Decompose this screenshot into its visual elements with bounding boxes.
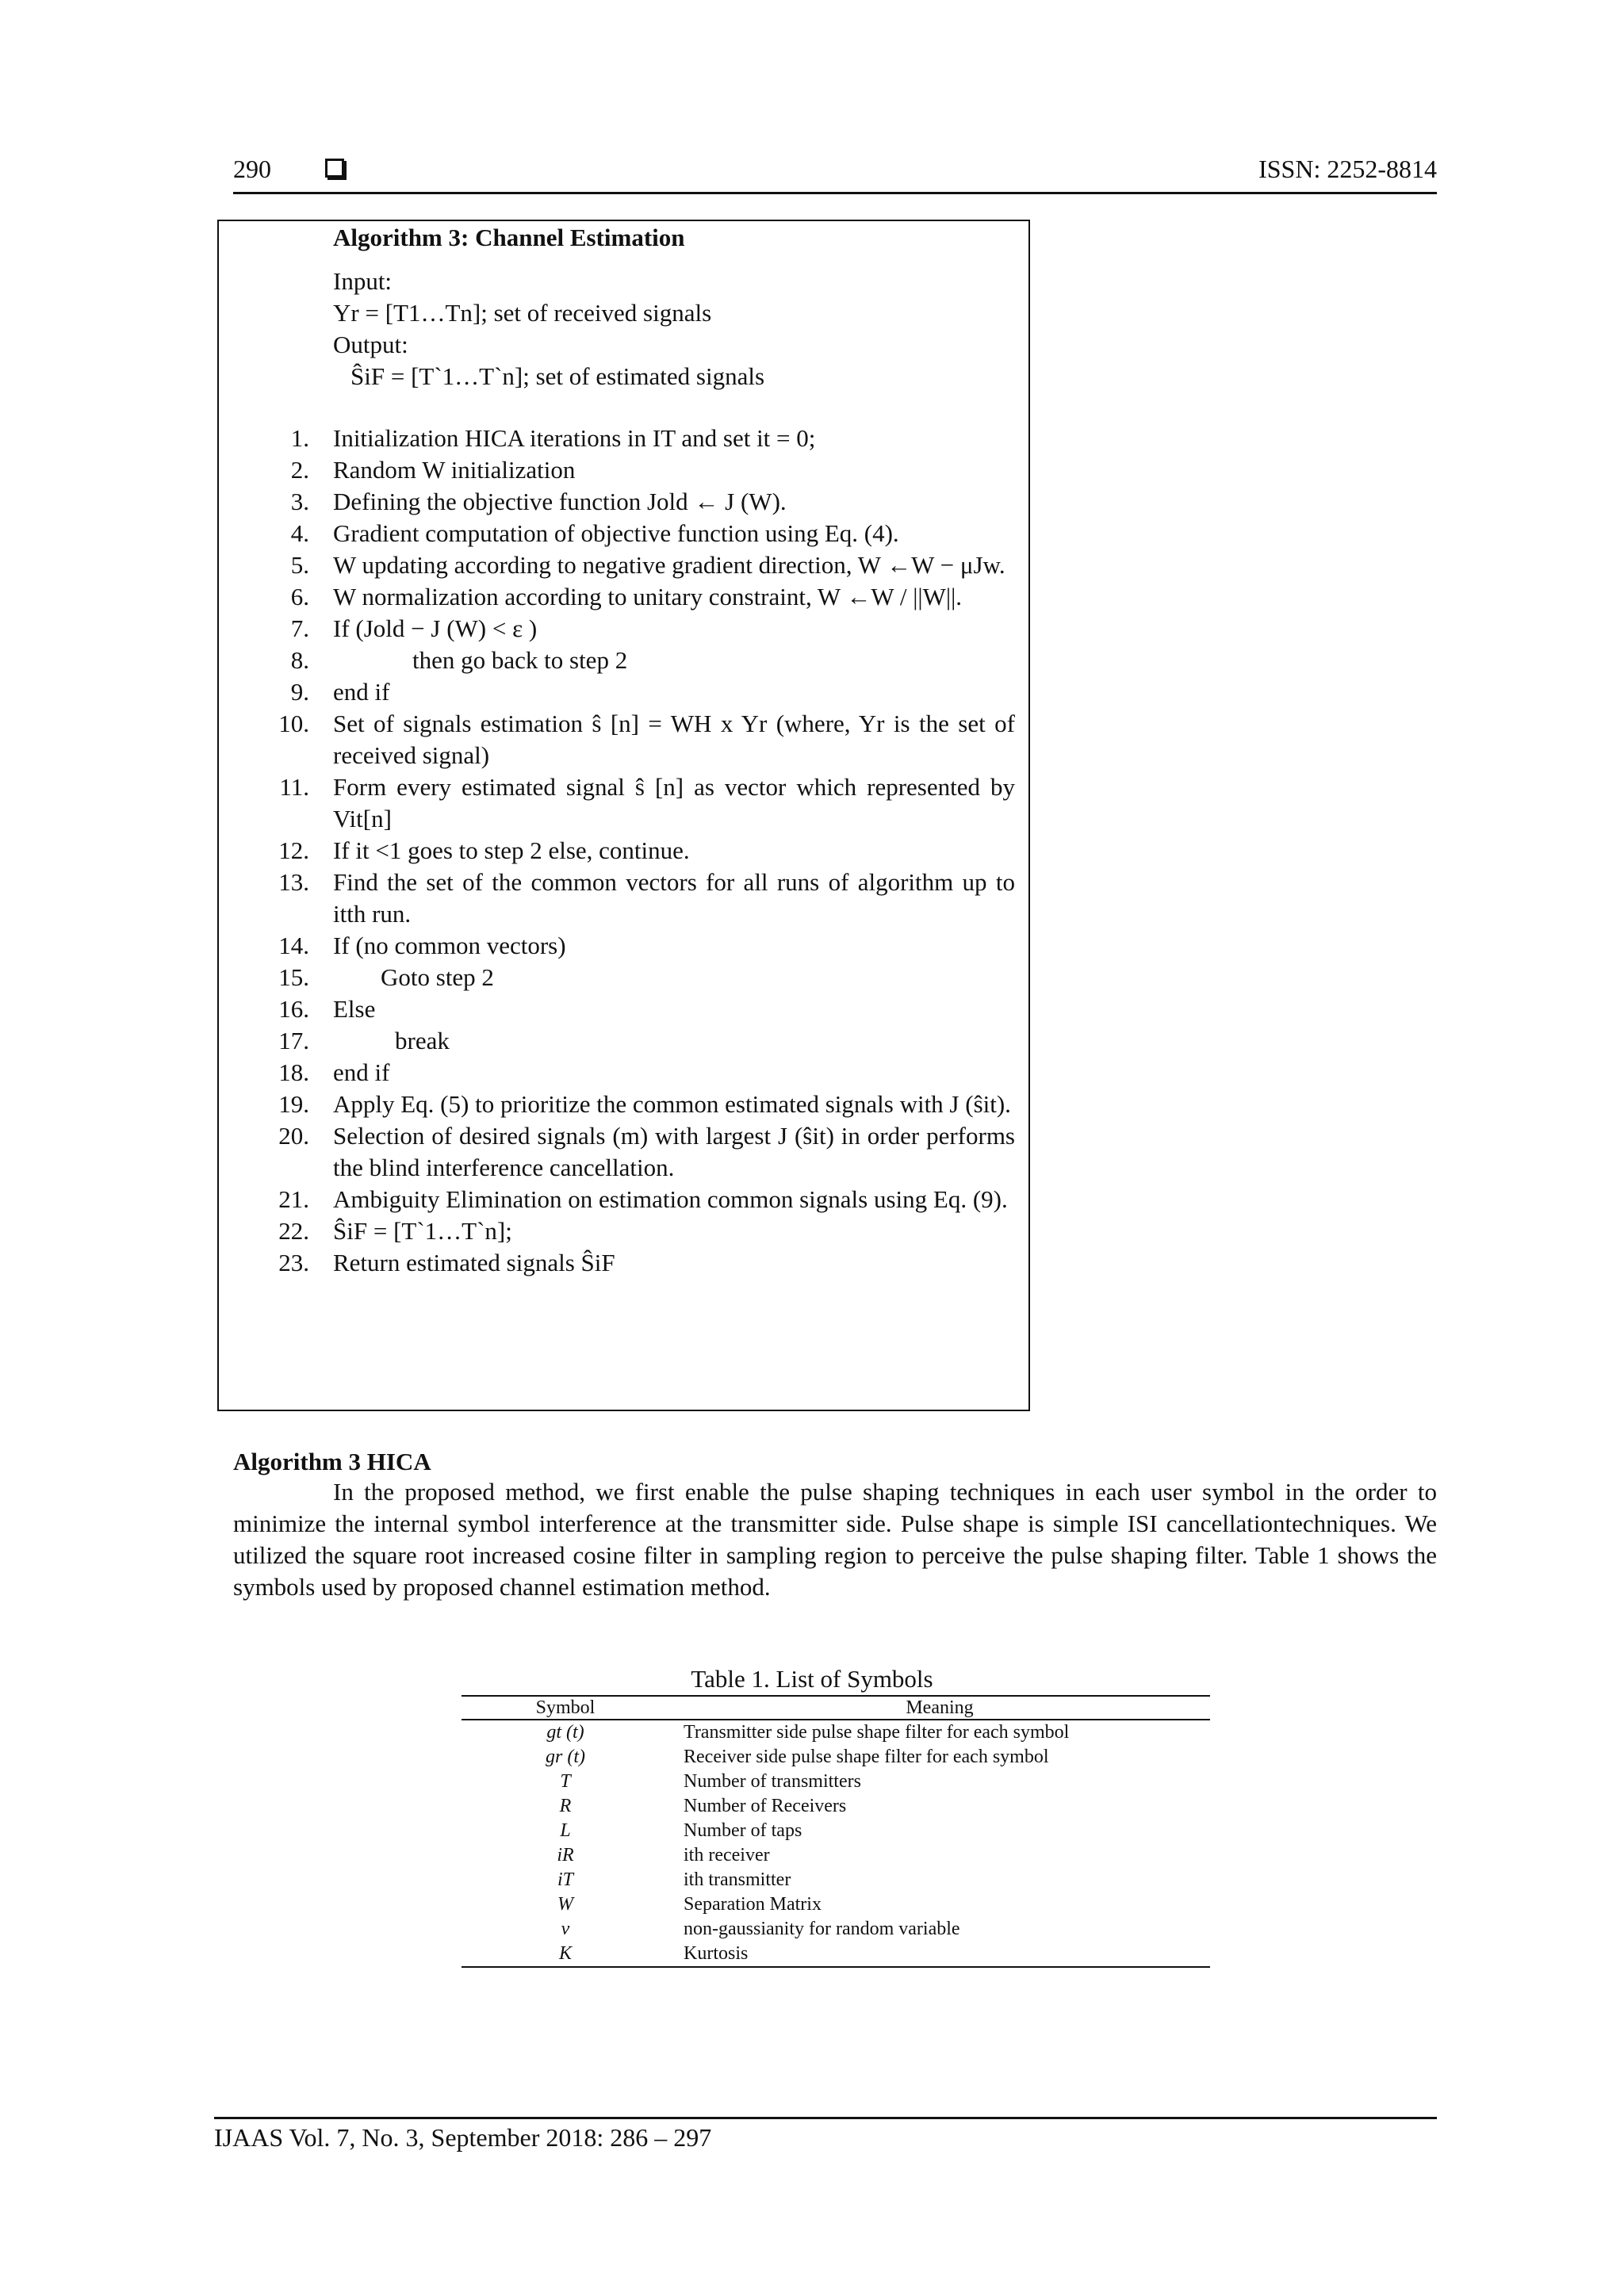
page-number: 290 (233, 155, 271, 183)
table-row (462, 1720, 1210, 1745)
footer-rule (214, 2117, 1437, 2119)
meaning-cell: non-gaussianity for random variable (684, 1919, 960, 1939)
body-paragraph (233, 1476, 1437, 1603)
step-text: If (Jold − J (W) < ε ) (333, 614, 538, 642)
algorithm-step (262, 1247, 1015, 1279)
issn: ISSN: 2252-8814 (1258, 155, 1437, 183)
footer-citation: IJAAS Vol. 7, No. 3, September 2018: 286 – 297 (214, 2123, 712, 2152)
step-number: 3. (290, 488, 309, 515)
step-text: break (395, 1027, 450, 1054)
header-box-icon (325, 159, 344, 178)
step-text: Gradient computation of objective function using Eq. (4). (333, 519, 899, 547)
table-row (462, 1770, 1210, 1794)
step-number: 5. (290, 551, 309, 579)
symbol-cell: K (462, 1942, 669, 1967)
meaning-cell: Number of transmitters (684, 1771, 861, 1792)
symbol-cell: T (560, 1771, 571, 1792)
step-number: 2. (290, 456, 309, 484)
algorithm-step (262, 1057, 1015, 1089)
step-number: 14. (278, 932, 309, 959)
algorithm-step (262, 676, 1015, 708)
step-number: 17. (278, 1027, 309, 1054)
step-text: If (no common vectors) (333, 932, 566, 959)
algorithm-step (262, 613, 1015, 645)
step-text: W normalization according to unitary constraint, W ←W / ||W||. (333, 583, 963, 610)
symbol-cell: W (557, 1894, 573, 1915)
header-meaning: Meaning (669, 1696, 1210, 1720)
output-label: Output: (333, 331, 408, 358)
algorithm-step (262, 962, 1015, 993)
algorithm-steps (262, 423, 1015, 1279)
symbol-cell: gt (t) (546, 1722, 584, 1743)
step-number: 18. (278, 1058, 309, 1086)
algorithm-step (262, 930, 1015, 962)
step-number: 13. (278, 868, 309, 896)
step-number: 21. (278, 1185, 309, 1213)
algorithm-caption: Algorithm 3 HICA (233, 1448, 431, 1475)
paragraph-text: In the proposed method, we first enable the pulse shaping techniques in each user symbol in the order to minimize the internal symbol interference at the transmitter side. Pulse shape is simple ISI cancellationtechniques. We utilized the square root increased cosine filter in sampling region to perceive the pulse shaping filter. Table 1 shows the symbols used by proposed channel estimation method. (233, 1478, 1437, 1601)
step-number: 16. (278, 995, 309, 1023)
header-symbol: Symbol (462, 1696, 669, 1720)
algorithm-step (262, 771, 1015, 835)
step-number: 1. (290, 424, 309, 452)
algorithm-step (262, 518, 1015, 549)
meaning-cell: Transmitter side pulse shape filter for each symbol (684, 1722, 1070, 1743)
algorithm-step (262, 835, 1015, 867)
step-number: 6. (290, 583, 309, 610)
step-text: Return estimated signals ŜiF (333, 1249, 615, 1276)
symbol-cell: R (559, 1796, 572, 1816)
algorithm-step (262, 454, 1015, 486)
algorithm-io (333, 266, 764, 392)
symbol-cell: gr (t) (546, 1747, 585, 1767)
table-row (462, 1843, 1210, 1868)
algorithm-step (262, 645, 1015, 676)
header-rule (233, 192, 1437, 194)
meaning-cell: Number of Receivers (684, 1796, 847, 1816)
step-number: 12. (278, 836, 309, 864)
table-row (462, 1745, 1210, 1770)
step-text: Find the set of the common vectors for all runs of algorithm up to itth run. (333, 868, 1015, 928)
algorithm-step (262, 1025, 1015, 1057)
meaning-cell: Number of taps (684, 1820, 802, 1841)
table-row (462, 1868, 1210, 1892)
table-row (462, 1819, 1210, 1843)
step-text: end if (333, 1058, 390, 1086)
input-value: Yr = [T1…Tn]; set of received signals (333, 299, 712, 327)
meaning-cell: ith receiver (684, 1845, 770, 1866)
step-text: Random W initialization (333, 456, 576, 484)
meaning-cell: Separation Matrix (684, 1894, 822, 1915)
step-text: Goto step 2 (381, 963, 494, 991)
step-text: Apply Eq. (5) to prioritize the common estimated signals with J (ŝit). (333, 1090, 1011, 1118)
step-text: Ambiguity Elimination on estimation common signals using Eq. (9). (333, 1185, 1008, 1213)
algorithm-step (262, 1215, 1015, 1247)
step-text: Initialization HICA iterations in IT and set it = 0; (333, 424, 816, 452)
step-text: ŜiF = [T`1…T`n]; (333, 1217, 512, 1245)
step-number: 4. (290, 519, 309, 547)
symbol-cell: iT (557, 1869, 573, 1890)
step-text: Else (333, 995, 376, 1023)
table-title: Table 1. List of Symbols (691, 1665, 933, 1693)
algorithm-step (262, 549, 1015, 581)
step-text: Selection of desired signals (m) with largest J (ŝit) in order performs the blind interference cancellation. (333, 1122, 1015, 1181)
symbol-cell: L (560, 1820, 571, 1841)
meaning-cell: Kurtosis (669, 1942, 1210, 1967)
algorithm-step (262, 1184, 1015, 1215)
step-number: 11. (279, 773, 309, 801)
meaning-cell: Receiver side pulse shape filter for each symbol (684, 1747, 1049, 1767)
algorithm-step (262, 486, 1015, 518)
table-header-row (462, 1696, 1210, 1720)
step-text: then go back to step 2 (412, 646, 628, 674)
table-row (462, 1942, 1210, 1967)
symbols-table (462, 1695, 1210, 1968)
table-row (462, 1892, 1210, 1917)
step-number: 8. (290, 646, 309, 674)
symbol-cell: v (561, 1919, 570, 1939)
step-number: 23. (278, 1249, 309, 1276)
meaning-cell: ith transmitter (684, 1869, 791, 1890)
symbol-cell: iR (557, 1845, 574, 1866)
step-text: Set of signals estimation ŝ [n] = WH x Yr (where, Yr is the set of received signal) (333, 710, 1015, 769)
algorithm-step (262, 708, 1015, 771)
step-text: end if (333, 678, 390, 706)
algorithm-title: Algorithm 3: Channel Estimation (333, 224, 685, 251)
algorithm-step (262, 1089, 1015, 1120)
step-number: 22. (278, 1217, 309, 1245)
step-text: Defining the objective function Jold ← J (W). (333, 488, 787, 515)
table-row (462, 1794, 1210, 1819)
step-text: W updating according to negative gradient direction, W ←W − μJw. (333, 551, 1005, 579)
algorithm-step (262, 867, 1015, 930)
output-value: ŜiF = [T`1…T`n]; set of estimated signals (350, 362, 765, 390)
algorithm-step (262, 1120, 1015, 1184)
step-number: 15. (278, 963, 309, 991)
step-text: Form every estimated signal ŝ [n] as vector which represented by Vit[n] (333, 773, 1015, 832)
step-text: If it <1 goes to step 2 else, continue. (333, 836, 690, 864)
algorithm-step (262, 423, 1015, 454)
step-number: 9. (290, 678, 309, 706)
table-row (462, 1917, 1210, 1942)
step-number: 20. (278, 1122, 309, 1150)
algorithm-step (262, 993, 1015, 1025)
step-number: 10. (278, 710, 309, 737)
algorithm-step (262, 581, 1015, 613)
step-number: 19. (278, 1090, 309, 1118)
input-label: Input: (333, 267, 393, 295)
step-number: 7. (290, 614, 309, 642)
